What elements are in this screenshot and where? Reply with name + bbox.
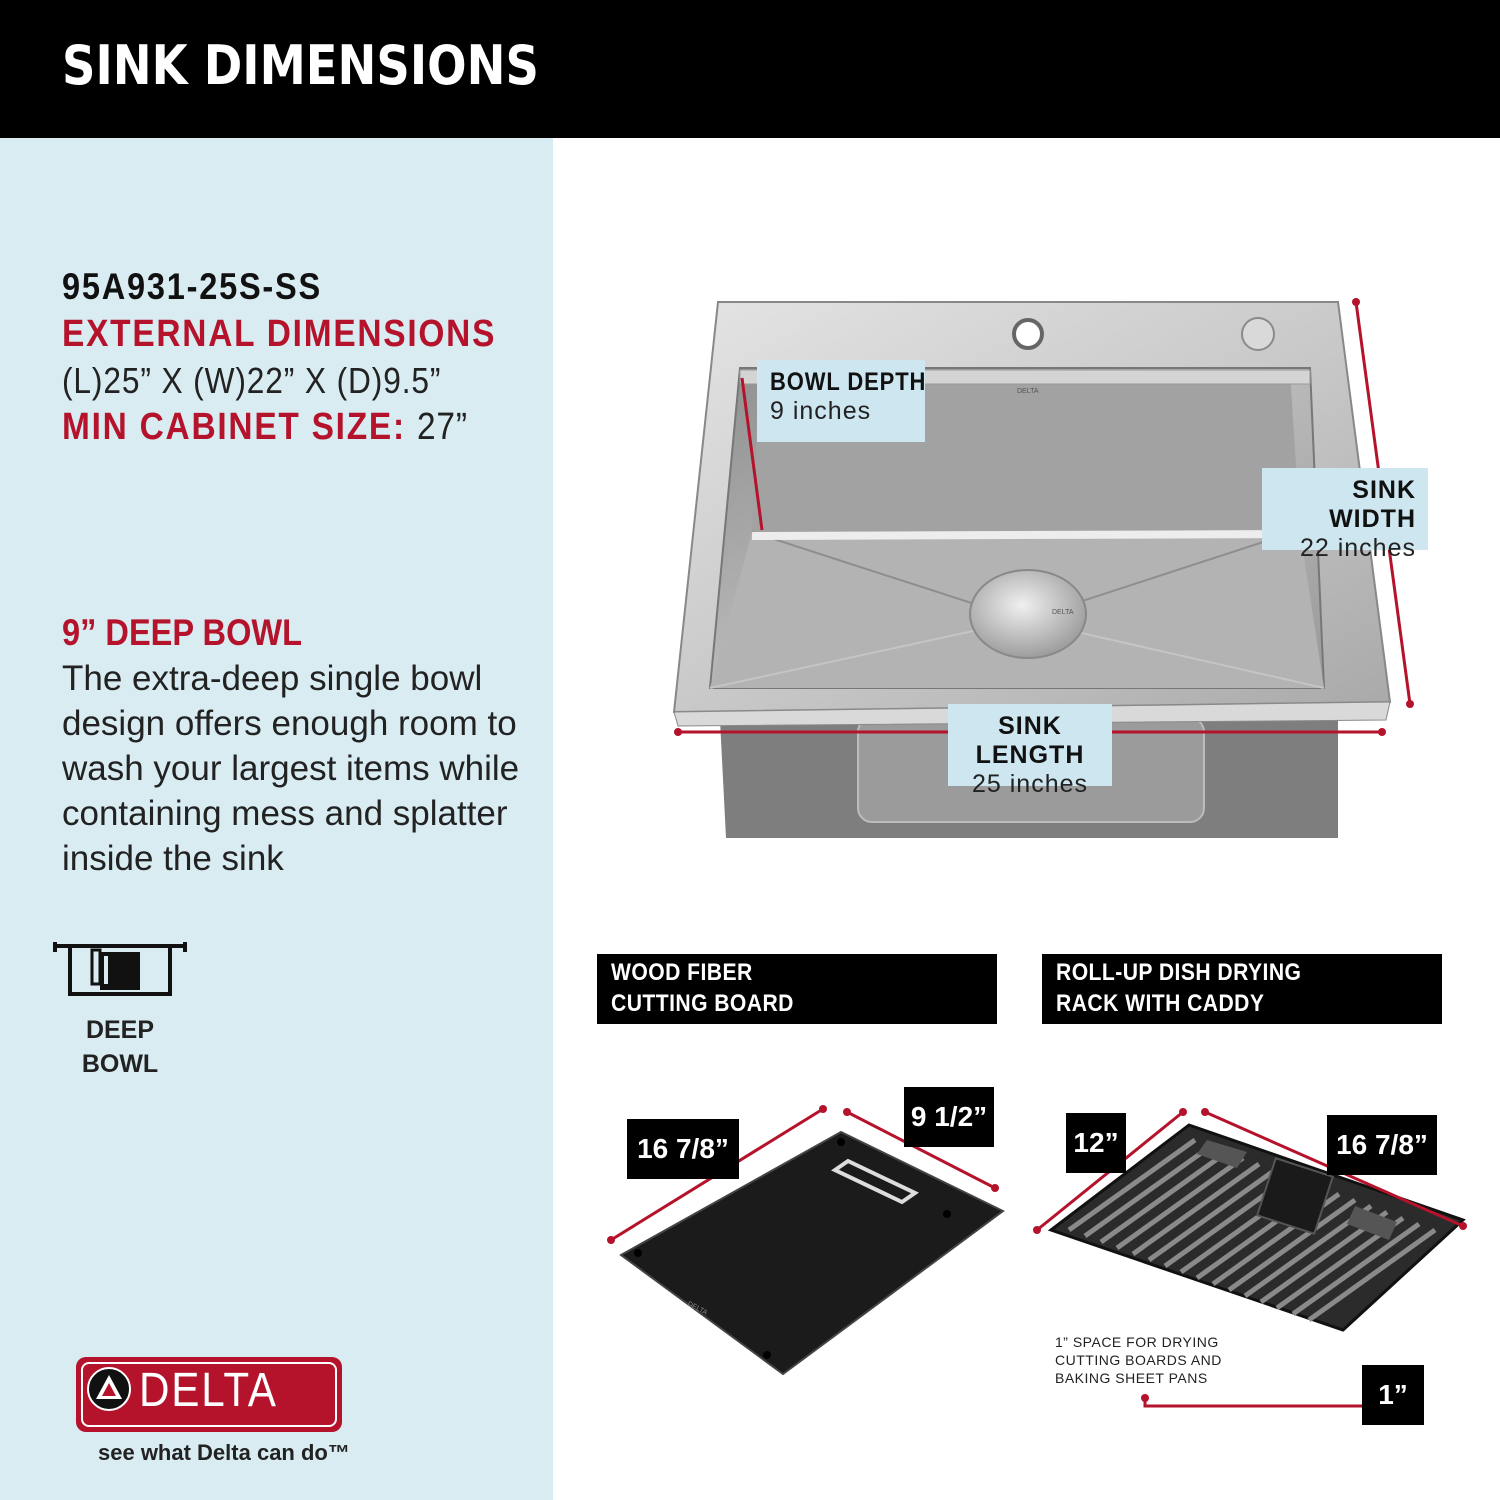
external-dimensions-label: EXTERNAL DIMENSIONS bbox=[62, 313, 497, 355]
deep-bowl-label bbox=[60, 1013, 180, 1081]
bowl-depth-callout bbox=[757, 360, 925, 442]
drain-brand-mark: DELTA bbox=[1052, 609, 1074, 616]
sink-length-value: 25 inches bbox=[971, 770, 1089, 798]
cutting-board-brand-mark: DELTA bbox=[686, 1300, 709, 1317]
feature-description: The extra-deep single bowl design offers enough room to wash your largest items while containing mess and splatter inside the sink bbox=[62, 659, 520, 878]
min-cabinet-size bbox=[62, 406, 468, 449]
deep-bowl-label-line2: BOWL bbox=[81, 1050, 159, 1078]
drying-rack-title-line1: ROLL-UP DISH DRYING bbox=[1056, 959, 1302, 986]
cutting-board-width-label: 9 1/2” bbox=[904, 1087, 994, 1147]
min-cabinet-value: 27” bbox=[416, 406, 468, 448]
sink-width-title: SINK WIDTH bbox=[1329, 476, 1416, 533]
header-bar bbox=[0, 0, 1500, 138]
sink-length-callout bbox=[948, 704, 1112, 798]
external-dimensions-value: (L)25” X (W)22” X (D)9.5” bbox=[62, 360, 442, 401]
drying-rack-note: 1” SPACE FOR DRYING CUTTING BOARDS AND BAKING SHEET PANS bbox=[1055, 1334, 1222, 1386]
cutting-board-length-label: 16 7/8” bbox=[627, 1119, 739, 1179]
sink-width-callout bbox=[1262, 468, 1428, 562]
drying-rack-title-line2: RACK WITH CADDY bbox=[1056, 990, 1265, 1017]
page-title: SINK DIMENSIONS bbox=[62, 34, 539, 97]
delta-logo bbox=[76, 1357, 342, 1432]
sink-width-value: 22 inches bbox=[1299, 534, 1416, 562]
deep-bowl-icon bbox=[52, 938, 188, 1000]
cutting-board-title-line1: WOOD FIBER bbox=[611, 959, 753, 986]
logo-tagline: see what Delta can do™ bbox=[98, 1440, 350, 1465]
min-cabinet-label: MIN CABINET SIZE: bbox=[62, 406, 406, 448]
drying-rack-header bbox=[1042, 954, 1442, 1024]
deep-bowl-label-line1: DEEP bbox=[85, 1016, 155, 1044]
feature-title: 9” DEEP BOWL bbox=[62, 612, 303, 653]
deck-brand-mark: DELTA bbox=[1017, 388, 1039, 395]
cutting-board-header bbox=[597, 954, 997, 1024]
delta-triangle-icon bbox=[86, 1366, 132, 1412]
bowl-depth-title: BOWL DEPTH bbox=[770, 368, 927, 396]
logo-wordmark: DELTA bbox=[139, 1364, 278, 1417]
cutting-board-title-line2: CUTTING BOARD bbox=[611, 990, 794, 1017]
drying-rack-gap-label: 1” bbox=[1362, 1365, 1424, 1425]
sink-length-title: SINK LENGTH bbox=[975, 712, 1085, 769]
bowl-depth-value: 9 inches bbox=[770, 397, 872, 425]
drying-rack-width-label: 12” bbox=[1066, 1113, 1126, 1173]
drying-rack-length-label: 16 7/8” bbox=[1327, 1115, 1437, 1175]
model-number: 95A931-25S-SS bbox=[62, 266, 322, 307]
